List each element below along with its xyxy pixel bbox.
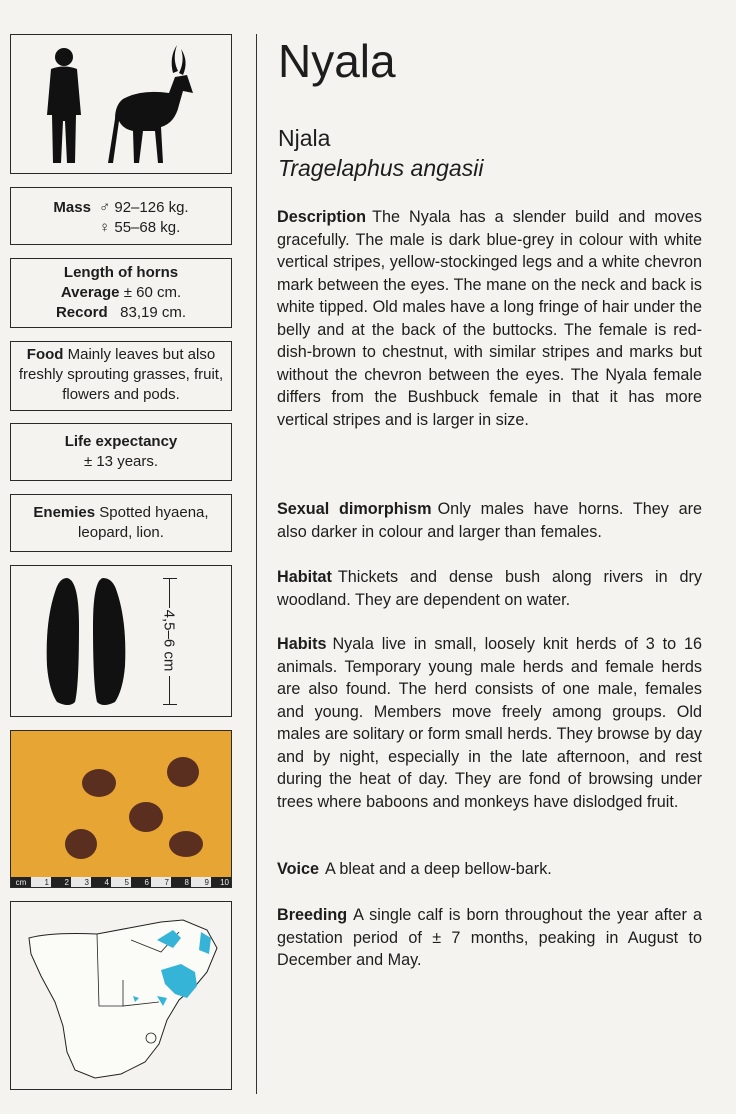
human-silhouette	[47, 48, 81, 163]
horns-box	[10, 258, 232, 328]
nyala-silhouette	[108, 45, 193, 163]
scale-number: 5	[111, 877, 131, 888]
mass-female: ♀ 55–68 kg.	[98, 219, 181, 236]
mass-label: Mass	[53, 199, 91, 216]
size-comparison-illustration	[11, 35, 231, 173]
scale-number: 10	[211, 877, 231, 888]
scale-unit: cm	[11, 877, 31, 888]
enemies-text: Spotted hyaena, leopard, lion.	[78, 504, 209, 541]
section-heading: Sexual dimorphism	[277, 500, 432, 518]
page-title: Nyala	[278, 35, 396, 87]
enemies-label: Enemies	[33, 504, 96, 521]
section-sexual-dimorphism	[277, 498, 702, 543]
scale-number: 8	[171, 877, 191, 888]
distribution-map-box	[10, 901, 232, 1090]
scale-number: 1	[31, 877, 51, 888]
section-heading: Voice	[277, 860, 319, 878]
scale-number: 4	[91, 877, 111, 888]
section-heading: Breeding	[277, 906, 348, 924]
scale-number: 6	[131, 877, 151, 888]
horns-average-value: ± 60 cm.	[123, 284, 182, 301]
spoor-box	[10, 565, 232, 717]
silhouette-box	[10, 34, 232, 174]
section-habitat	[277, 566, 702, 611]
section-text: Thickets and dense bush along rivers in dry woodland. They are dependent on water.	[277, 568, 702, 609]
common-name: Njala	[278, 125, 331, 151]
section-text: Nyala live in small, loosely knit herds of 3 to 16 animals. Temporary young male herds and female herds are also found. The herd consists of one male, females and young. Members move freely among groups. Old males are solitary or form small herds. They browse by day and by night, especially in the late afternoon, and rest during the heat of day. They are fond of browsing under trees where baboons and monkeys have dislodged fruit.	[277, 635, 702, 811]
life-value: ± 13 years.	[83, 453, 159, 470]
life-expectancy-box	[10, 423, 232, 481]
section-text: A bleat and a deep bellow-bark.	[325, 860, 552, 878]
hoof-print-icon	[39, 566, 159, 716]
dung-pellets-illustration	[11, 731, 231, 877]
scale-number: 3	[71, 877, 91, 888]
section-heading: Description	[277, 208, 367, 226]
section-voice	[277, 858, 702, 881]
scale-number: 7	[151, 877, 171, 888]
section-habits	[277, 633, 702, 813]
mass-male: ♂ 92–126 kg.	[98, 199, 189, 216]
scale-number: 2	[51, 877, 71, 888]
food-text: Mainly leaves but also freshly sprouting grasses, fruit, flowers and pods.	[18, 346, 224, 403]
horns-heading: Length of horns	[63, 264, 179, 281]
southern-africa-distribution-map	[11, 902, 231, 1089]
section-text: A single calf is born throughout the year after a gestation period of ± 7 months, peaking in August to December and May.	[277, 906, 702, 969]
horns-average-label: Average	[60, 284, 120, 301]
track-size-label: 4,5–6 cm	[160, 609, 178, 672]
column-divider	[256, 34, 257, 1094]
horns-record-label: Record	[55, 304, 108, 321]
food-box	[10, 341, 232, 411]
dung-photo	[11, 731, 231, 877]
section-heading: Habits	[277, 635, 327, 653]
section-description	[277, 206, 702, 431]
section-breeding	[277, 904, 702, 972]
food-label: Food	[26, 346, 64, 363]
horns-record-value: 83,19 cm.	[120, 304, 187, 321]
section-heading: Habitat	[277, 568, 332, 586]
scientific-name: Tragelaphus angasii	[278, 155, 484, 181]
enemies-box	[10, 494, 232, 552]
mass-box	[10, 187, 232, 245]
scale-number: 9	[191, 877, 211, 888]
life-heading: Life expectancy	[64, 433, 178, 450]
dung-box	[10, 730, 232, 888]
measurement-scale	[11, 877, 231, 888]
section-text: The Nyala has a slender build and moves gracefully. The male is dark blue-grey in colour with white vertical stripes, yellow-stockinged legs and a white chevron mark between the eyes. The mane on the neck and back is white tipped. Old males have a long fringe of hair under the belly and at the back of the buttocks. The female is red-dish-brown to chestnut, with similar stripes and marks but without the chevron between the eyes. The Nyala female differs from the Bushbuck female in that it has more vertical stripes and is larger in size.	[277, 208, 702, 429]
section-text: Only males have horns. They are also darker in colour and larger than females.	[277, 500, 703, 541]
